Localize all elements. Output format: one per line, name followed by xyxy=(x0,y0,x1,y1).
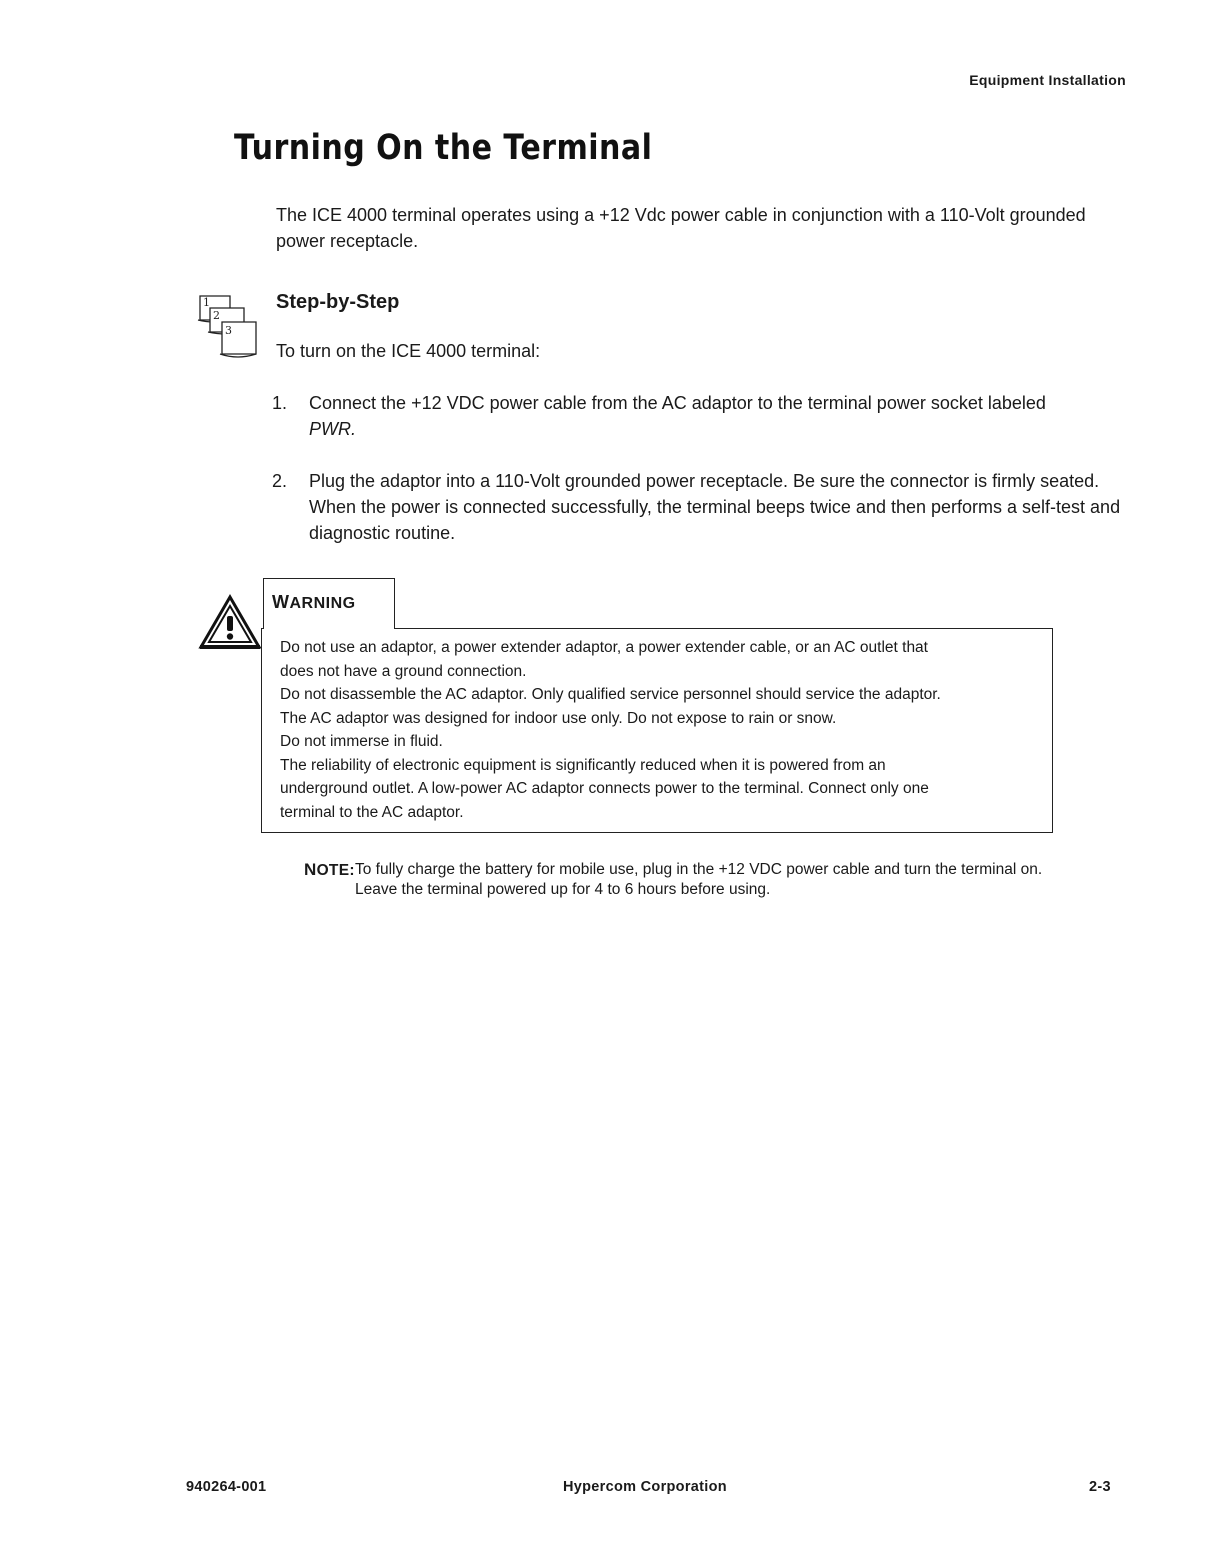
list-item xyxy=(272,468,1132,546)
list-item-text: Plug the adaptor into a 110-Volt grounded power receptacle. Be sure the connector is firmly seated. When the power is connected successfully, the terminal beeps twice and then performs a self-test and diagnostic routine. xyxy=(309,471,1121,543)
footer-company: Hypercom Corporation xyxy=(563,1479,727,1495)
list-item-number: 2. xyxy=(272,471,288,491)
list-item xyxy=(272,390,1132,442)
step-by-step-icon xyxy=(194,290,260,362)
warning-line: Do not immerse in fluid. xyxy=(280,733,443,750)
warning-text xyxy=(280,636,1045,824)
warning-label: WARNING xyxy=(272,592,356,612)
warning-triangle-icon xyxy=(198,594,262,650)
list-item-number: 1. xyxy=(272,393,288,413)
step-icon-number: 1 xyxy=(203,296,210,309)
step-icon-number: 2 xyxy=(213,309,220,322)
running-header: Equipment Installation xyxy=(969,72,1126,88)
page-title: Turning On the Terminal xyxy=(234,128,653,168)
note-label: NOTE: xyxy=(304,860,355,879)
warning-line: does not have a ground connection. xyxy=(280,662,527,680)
list-item-text: Connect the +12 VDC power cable from the AC adaptor to the terminal power socket labeled PWR. xyxy=(309,393,1046,439)
warning-line: The AC adaptor was designed for indoor use only. Do not expose to rain or snow. xyxy=(280,709,837,727)
warning-line: underground outlet. A low-power AC adaptor connects power to the terminal. Connect only one xyxy=(280,780,929,797)
note-text: To fully charge the battery for mobile use, plug in the +12 VDC power cable and turn the terminal on. Leave the terminal powered up for 4 to 6 hours before using. xyxy=(355,861,1043,898)
warning-line: The reliability of electronic equipment is significantly reduced when it is powered from an xyxy=(280,756,886,774)
warning-line: terminal to the AC adaptor. xyxy=(280,803,464,821)
warning-line: Do not use an adaptor, a power extender adaptor, a power extender cable, or an AC outlet that xyxy=(280,639,928,656)
intro-paragraph: The ICE 4000 terminal operates using a +12 Vdc power cable in conjunction with a 110-Volt grounded power receptacle. xyxy=(276,205,1086,251)
step-lead-text: To turn on the ICE 4000 terminal: xyxy=(276,341,541,361)
step-heading: Step-by-Step xyxy=(276,291,400,313)
warning-line: Do not disassemble the AC adaptor. Only qualified service personnel should service the adaptor. xyxy=(280,686,941,703)
note xyxy=(304,860,1064,900)
step-icon-number: 3 xyxy=(225,324,232,337)
footer-page-number: 2-3 xyxy=(1089,1479,1111,1495)
pwr-label: PWR. xyxy=(309,419,356,439)
footer-doc-number: 940264-001 xyxy=(186,1479,267,1495)
